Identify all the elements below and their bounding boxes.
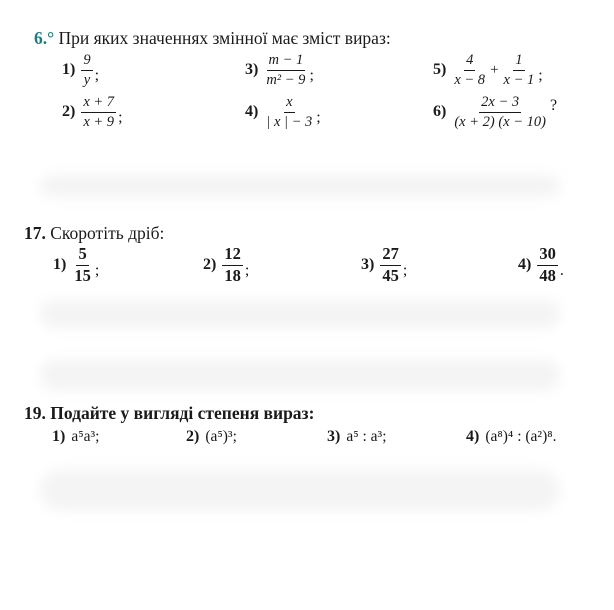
item-label: 2) (203, 256, 217, 274)
item-label: 2) (62, 103, 76, 121)
denominator: x − 1 (503, 71, 535, 88)
numerator: 4 (464, 52, 475, 71)
item-label: 4) (466, 428, 480, 445)
power-expression: (a⁸)⁴ : (a²)⁸. (485, 428, 557, 445)
erased-area (40, 300, 560, 328)
denominator: x + 9 (83, 113, 115, 130)
item-label: 1) (62, 61, 76, 79)
item-label: 4) (518, 256, 532, 274)
task-17-item-2 (203, 245, 249, 286)
task-prompt: Скоротіть дріб: (50, 223, 165, 243)
numerator: 5 (76, 245, 88, 266)
numerator: 12 (222, 245, 243, 266)
punctuation: ; (316, 109, 321, 127)
erased-area (40, 175, 560, 197)
numerator: 1 (513, 52, 524, 71)
denominator: x − 8 (454, 71, 486, 88)
fraction (452, 94, 548, 130)
plus-operator: + (490, 61, 499, 78)
task-19-item-1 (52, 428, 99, 446)
item-label: 1) (52, 428, 66, 445)
punctuation: . (559, 262, 564, 280)
numerator: 9 (81, 52, 92, 71)
task-6-heading (34, 28, 391, 49)
item-label: 2) (186, 428, 200, 445)
erased-area (40, 470, 560, 510)
task-17-item-1 (53, 245, 99, 286)
task-19-heading (24, 403, 314, 424)
fraction (264, 94, 314, 130)
fraction (537, 245, 558, 286)
denominator: m² − 9 (266, 71, 306, 88)
task-prompt: При яких значеннях змінної має зміст вираз: (58, 28, 391, 48)
fraction (81, 94, 116, 130)
numerator: m − 1 (267, 52, 306, 71)
punctuation: ; (118, 109, 123, 127)
task-number: 6.° (34, 28, 55, 48)
item-label: 3) (327, 428, 341, 445)
erased-area (40, 360, 560, 390)
denominator: y (83, 71, 91, 88)
numerator: 2x − 3 (479, 94, 521, 113)
fraction (380, 245, 401, 286)
task-number: 17. (24, 223, 46, 243)
item-label: 3) (361, 256, 375, 274)
denominator: | x | − 3 (266, 113, 313, 130)
task-number: 19. (24, 403, 46, 423)
numerator: x + 7 (81, 94, 116, 113)
fraction (81, 52, 92, 88)
punctuation: ; (94, 262, 100, 280)
denominator: 15 (74, 265, 91, 285)
task-6-item-4 (245, 94, 321, 130)
punctuation: ; (94, 67, 100, 85)
power-expression: (a⁵)³; (205, 428, 237, 445)
item-label: 5) (433, 61, 447, 79)
task-19-item-3 (327, 428, 387, 446)
punctuation: ; (244, 262, 250, 280)
item-label: 3) (245, 61, 259, 79)
punctuation: ; (309, 67, 314, 85)
item-label: 1) (53, 256, 67, 274)
task-19-item-2 (186, 428, 237, 446)
denominator: 18 (224, 265, 241, 285)
task-6-item-2 (62, 94, 123, 130)
task-17-heading (24, 223, 164, 244)
punctuation: ? (549, 97, 558, 115)
fraction (222, 245, 243, 286)
task-6-item-5 (433, 52, 543, 88)
fraction (264, 52, 307, 88)
numerator: x (284, 94, 294, 113)
numerator: 30 (537, 245, 558, 266)
task-prompt: Подайте у вигляді степеня вираз: (50, 403, 315, 423)
task-6-item-1 (62, 52, 99, 88)
punctuation: ; (538, 67, 543, 85)
denominator: 48 (539, 265, 556, 285)
task-6-item-6 (433, 94, 557, 130)
task-19-item-4 (466, 428, 557, 446)
denominator: (x + 2) (x − 10) (454, 113, 546, 130)
fraction (452, 52, 487, 88)
numerator: 27 (380, 245, 401, 266)
task-17-item-3 (361, 245, 407, 286)
punctuation: ; (402, 262, 408, 280)
task-17-item-4 (518, 245, 564, 286)
power-expression: a⁵ : a³; (346, 428, 387, 445)
fraction (502, 52, 537, 88)
item-label: 6) (433, 103, 447, 121)
denominator: 45 (382, 265, 399, 285)
power-expression: a⁵a³; (71, 428, 100, 445)
task-6-item-3 (245, 52, 314, 88)
item-label: 4) (245, 103, 259, 121)
fraction (72, 245, 93, 286)
